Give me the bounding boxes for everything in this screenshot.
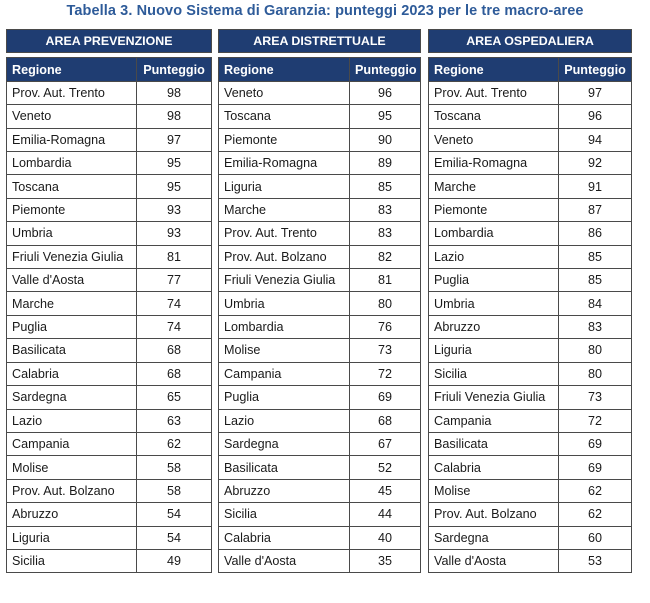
- region-cell: Campania: [429, 409, 559, 432]
- score-cell: 35: [350, 549, 421, 572]
- table-row: [7, 362, 212, 385]
- table-row: [7, 198, 212, 221]
- region-cell: Lazio: [219, 409, 350, 432]
- score-cell: 84: [559, 292, 632, 315]
- region-cell: Friuli Venezia Giulia: [219, 269, 350, 292]
- score-cell: 82: [350, 245, 421, 268]
- region-cell: Umbria: [7, 222, 137, 245]
- region-cell: Campania: [219, 362, 350, 385]
- region-cell: Prov. Aut. Bolzano: [7, 479, 137, 502]
- table-row: [429, 245, 632, 268]
- table-row: [7, 245, 212, 268]
- table-row: [429, 269, 632, 292]
- region-cell: Molise: [429, 479, 559, 502]
- table-row: [7, 128, 212, 151]
- table-row: [429, 386, 632, 409]
- region-cell: Puglia: [7, 315, 137, 338]
- table-row: [7, 292, 212, 315]
- table-row: [219, 292, 421, 315]
- score-cell: 74: [137, 315, 212, 338]
- region-cell: Lombardia: [219, 315, 350, 338]
- score-cell: 65: [137, 386, 212, 409]
- score-cell: 93: [137, 222, 212, 245]
- score-cell: 83: [559, 315, 632, 338]
- score-cell: 49: [137, 549, 212, 572]
- score-cell: 89: [350, 152, 421, 175]
- table-row: [7, 386, 212, 409]
- table-row: [219, 175, 421, 198]
- score-cell: 62: [559, 503, 632, 526]
- score-cell: 77: [137, 269, 212, 292]
- table-row: [219, 245, 421, 268]
- column-header-score: Punteggio: [350, 58, 421, 81]
- region-cell: Toscana: [219, 105, 350, 128]
- score-cell: 62: [559, 479, 632, 502]
- table-row: [7, 81, 212, 104]
- region-cell: Valle d'Aosta: [429, 549, 559, 572]
- column-header-region: Regione: [7, 58, 137, 81]
- region-cell: Veneto: [219, 81, 350, 104]
- score-cell: 60: [559, 526, 632, 549]
- table-row: [219, 432, 421, 455]
- score-cell: 83: [350, 198, 421, 221]
- score-cell: 73: [559, 386, 632, 409]
- score-cell: 63: [137, 409, 212, 432]
- table-row: [219, 269, 421, 292]
- table-row: [7, 409, 212, 432]
- region-cell: Liguria: [7, 526, 137, 549]
- table-row: [219, 362, 421, 385]
- region-cell: Lombardia: [429, 222, 559, 245]
- region-cell: Calabria: [7, 362, 137, 385]
- score-cell: 40: [350, 526, 421, 549]
- score-cell: 85: [350, 175, 421, 198]
- region-cell: Toscana: [7, 175, 137, 198]
- region-cell: Basilicata: [219, 456, 350, 479]
- table-area-distrettuale: [218, 29, 421, 573]
- score-cell: 87: [559, 198, 632, 221]
- area-header: AREA PREVENZIONE: [7, 30, 212, 53]
- region-cell: Veneto: [429, 128, 559, 151]
- score-cell: 69: [350, 386, 421, 409]
- region-cell: Abruzzo: [429, 315, 559, 338]
- table-row: [219, 152, 421, 175]
- region-cell: Sicilia: [429, 362, 559, 385]
- region-cell: Sardegna: [219, 432, 350, 455]
- table-row: [7, 456, 212, 479]
- score-cell: 91: [559, 175, 632, 198]
- table-row: [429, 315, 632, 338]
- table-row: [429, 549, 632, 572]
- table-row: [7, 105, 212, 128]
- table-row: [219, 222, 421, 245]
- table-row: [7, 339, 212, 362]
- score-cell: 90: [350, 128, 421, 151]
- score-cell: 68: [137, 339, 212, 362]
- region-cell: Umbria: [219, 292, 350, 315]
- score-cell: 83: [350, 222, 421, 245]
- region-cell: Puglia: [219, 386, 350, 409]
- table-row: [219, 315, 421, 338]
- region-cell: Calabria: [219, 526, 350, 549]
- column-header-score: Punteggio: [559, 58, 632, 81]
- region-cell: Campania: [7, 432, 137, 455]
- table-row: [7, 503, 212, 526]
- region-cell: Sardegna: [7, 386, 137, 409]
- score-cell: 80: [559, 362, 632, 385]
- table-row: [429, 152, 632, 175]
- table-row: [7, 549, 212, 572]
- region-cell: Marche: [7, 292, 137, 315]
- table-row: [7, 269, 212, 292]
- table-area-ospedaliera: [428, 29, 632, 573]
- region-cell: Lazio: [429, 245, 559, 268]
- score-cell: 76: [350, 315, 421, 338]
- table-row: [429, 81, 632, 104]
- region-cell: Friuli Venezia Giulia: [429, 386, 559, 409]
- table-row: [429, 409, 632, 432]
- table-row: [7, 315, 212, 338]
- table-row: [7, 152, 212, 175]
- score-cell: 93: [137, 198, 212, 221]
- score-cell: 67: [350, 432, 421, 455]
- region-cell: Liguria: [219, 175, 350, 198]
- region-cell: Valle d'Aosta: [7, 269, 137, 292]
- score-cell: 52: [350, 456, 421, 479]
- region-cell: Prov. Aut. Trento: [219, 222, 350, 245]
- column-header-score: Punteggio: [137, 58, 212, 81]
- score-cell: 72: [559, 409, 632, 432]
- score-cell: 58: [137, 456, 212, 479]
- table-row: [429, 339, 632, 362]
- score-cell: 68: [350, 409, 421, 432]
- table-row: [429, 526, 632, 549]
- score-cell: 94: [559, 128, 632, 151]
- region-cell: Friuli Venezia Giulia: [7, 245, 137, 268]
- region-cell: Sicilia: [7, 549, 137, 572]
- table-row: [7, 526, 212, 549]
- table-row: [429, 105, 632, 128]
- table-row: [429, 128, 632, 151]
- score-cell: 58: [137, 479, 212, 502]
- region-cell: Piemonte: [429, 198, 559, 221]
- score-cell: 80: [350, 292, 421, 315]
- region-cell: Prov. Aut. Trento: [429, 81, 559, 104]
- score-cell: 81: [137, 245, 212, 268]
- table-row: [7, 175, 212, 198]
- score-cell: 72: [350, 362, 421, 385]
- table-row: [429, 175, 632, 198]
- region-cell: Prov. Aut. Bolzano: [219, 245, 350, 268]
- region-cell: Veneto: [7, 105, 137, 128]
- table-row: [429, 362, 632, 385]
- region-cell: Toscana: [429, 105, 559, 128]
- score-cell: 96: [350, 81, 421, 104]
- region-cell: Liguria: [429, 339, 559, 362]
- region-cell: Prov. Aut. Bolzano: [429, 503, 559, 526]
- region-cell: Umbria: [429, 292, 559, 315]
- score-cell: 73: [350, 339, 421, 362]
- region-cell: Sicilia: [219, 503, 350, 526]
- table-row: [219, 409, 421, 432]
- score-cell: 74: [137, 292, 212, 315]
- region-cell: Valle d'Aosta: [219, 549, 350, 572]
- score-cell: 69: [559, 432, 632, 455]
- table-row: [429, 432, 632, 455]
- score-cell: 81: [350, 269, 421, 292]
- score-cell: 97: [559, 81, 632, 104]
- table-row: [219, 339, 421, 362]
- region-cell: Lombardia: [7, 152, 137, 175]
- score-cell: 97: [137, 128, 212, 151]
- score-cell: 80: [559, 339, 632, 362]
- region-cell: Basilicata: [7, 339, 137, 362]
- score-cell: 53: [559, 549, 632, 572]
- score-cell: 54: [137, 526, 212, 549]
- table-row: [219, 386, 421, 409]
- score-cell: 96: [559, 105, 632, 128]
- region-cell: Molise: [219, 339, 350, 362]
- table-row: [429, 456, 632, 479]
- score-cell: 69: [559, 456, 632, 479]
- score-cell: 54: [137, 503, 212, 526]
- region-cell: Emilia-Romagna: [219, 152, 350, 175]
- score-cell: 95: [137, 175, 212, 198]
- table-row: [219, 549, 421, 572]
- column-header-region: Regione: [219, 58, 350, 81]
- table-row: [219, 105, 421, 128]
- score-cell: 62: [137, 432, 212, 455]
- table-row: [219, 503, 421, 526]
- region-cell: Emilia-Romagna: [7, 128, 137, 151]
- column-header-region: Regione: [429, 58, 559, 81]
- area-header: AREA DISTRETTUALE: [219, 30, 421, 53]
- region-cell: Emilia-Romagna: [429, 152, 559, 175]
- region-cell: Abruzzo: [219, 479, 350, 502]
- score-cell: 85: [559, 245, 632, 268]
- region-cell: Marche: [219, 198, 350, 221]
- score-cell: 95: [350, 105, 421, 128]
- table-row: [219, 479, 421, 502]
- table-row: [219, 81, 421, 104]
- score-cell: 92: [559, 152, 632, 175]
- table-area-prevenzione: [6, 29, 212, 573]
- score-cell: 44: [350, 503, 421, 526]
- score-cell: 98: [137, 105, 212, 128]
- region-cell: Puglia: [429, 269, 559, 292]
- table-row: [219, 198, 421, 221]
- score-cell: 85: [559, 269, 632, 292]
- table-row: [219, 128, 421, 151]
- region-cell: Basilicata: [429, 432, 559, 455]
- region-cell: Prov. Aut. Trento: [7, 81, 137, 104]
- score-cell: 86: [559, 222, 632, 245]
- table-row: [429, 503, 632, 526]
- region-cell: Piemonte: [219, 128, 350, 151]
- region-cell: Molise: [7, 456, 137, 479]
- score-cell: 68: [137, 362, 212, 385]
- table-row: [429, 292, 632, 315]
- table-row: [7, 479, 212, 502]
- region-cell: Abruzzo: [7, 503, 137, 526]
- table-row: [219, 526, 421, 549]
- score-cell: 95: [137, 152, 212, 175]
- table-row: [219, 456, 421, 479]
- region-cell: Calabria: [429, 456, 559, 479]
- score-cell: 45: [350, 479, 421, 502]
- score-cell: 98: [137, 81, 212, 104]
- table-row: [429, 198, 632, 221]
- region-cell: Lazio: [7, 409, 137, 432]
- region-cell: Marche: [429, 175, 559, 198]
- table-row: [429, 479, 632, 502]
- region-cell: Sardegna: [429, 526, 559, 549]
- table-row: [7, 222, 212, 245]
- area-header: AREA OSPEDALIERA: [429, 30, 632, 53]
- table-row: [7, 432, 212, 455]
- table-row: [429, 222, 632, 245]
- region-cell: Piemonte: [7, 198, 137, 221]
- table-title: Tabella 3. Nuovo Sistema di Garanzia: punteggi 2023 per le tre macro-aree: [66, 3, 584, 19]
